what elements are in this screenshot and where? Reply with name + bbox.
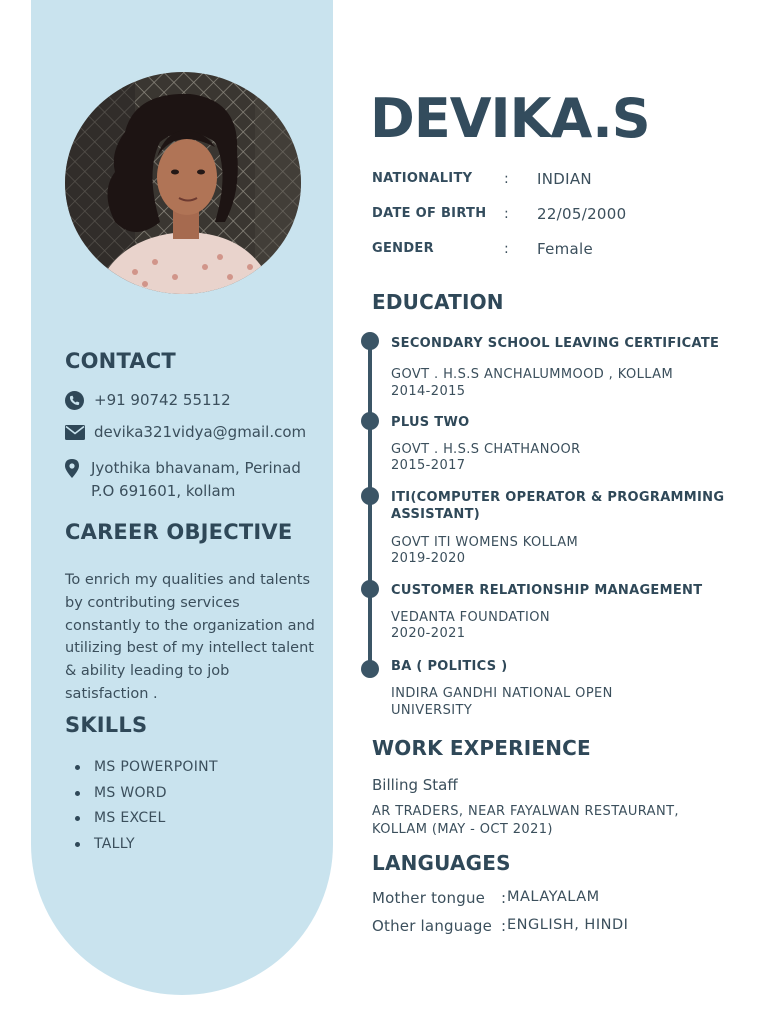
language-value: ENGLISH, HINDI — [507, 917, 629, 933]
info-separator: : — [504, 171, 509, 187]
info-row-nationality — [372, 168, 592, 190]
info-label: NATIONALITY — [372, 171, 473, 186]
contact-phone-row — [65, 389, 231, 412]
info-row-date-of-birth — [372, 203, 626, 225]
timeline-dot — [361, 580, 379, 598]
education-years: 2019-2020 — [391, 551, 466, 566]
candidate-name: DEVIKA.S — [370, 87, 650, 150]
education-institution: GOVT ITI WOMENS KOLLAM — [391, 535, 579, 550]
skill-item: MS EXCEL — [75, 806, 218, 832]
language-row-other — [372, 917, 628, 935]
education-institution: GOVT . H.S.S CHATHANOOR — [391, 442, 581, 457]
skill-item: MS WORD — [75, 781, 218, 807]
info-value: 22/05/2000 — [537, 205, 627, 223]
skill-item: TALLY — [75, 832, 218, 858]
education-title: PLUS TWO — [391, 415, 470, 430]
contact-email: devika321vidya@gmail.com — [94, 423, 307, 441]
timeline-dot — [361, 332, 379, 350]
education-title: BA ( POLITICS ) — [391, 659, 508, 674]
language-separator: : — [501, 917, 507, 935]
skills-heading: SKILLS — [65, 713, 148, 737]
info-label: DATE OF BIRTH — [372, 206, 487, 221]
contact-email-row — [65, 421, 306, 444]
timeline-dot — [361, 487, 379, 505]
info-value: INDIAN — [537, 170, 592, 188]
phone-icon — [65, 389, 85, 412]
education-institution: INDIRA GANDHI NATIONAL OPEN UNIVERSITY — [391, 686, 613, 718]
contact-address-line1: Jyothika bhavanam, Perinad — [91, 459, 301, 477]
contact-heading: CONTACT — [65, 349, 176, 373]
languages-heading: LANGUAGES — [372, 851, 511, 875]
info-row-gender — [372, 238, 593, 260]
work-detail: AR TRADERS, NEAR FAYALWAN RESTAURANT, KOLLAM (MAY - OCT 2021) — [372, 804, 679, 837]
education-institution: GOVT . H.S.S ANCHALUMMOOD , KOLLAM — [391, 367, 674, 382]
career-objective-heading: CAREER OBJECTIVE — [65, 520, 293, 544]
education-years: 2014-2015 — [391, 384, 466, 399]
contact-address-row — [65, 457, 301, 503]
education-heading: EDUCATION — [372, 290, 504, 314]
profile-photo — [65, 72, 301, 294]
education-timeline — [368, 340, 372, 670]
location-pin-icon — [65, 457, 82, 480]
email-icon — [65, 421, 85, 444]
timeline-dot — [361, 660, 379, 678]
language-row-mother-tongue — [372, 889, 600, 907]
info-separator: : — [504, 206, 509, 222]
language-separator: : — [501, 889, 507, 907]
info-value: Female — [537, 240, 594, 258]
education-title: CUSTOMER RELATIONSHIP MANAGEMENT — [391, 583, 703, 598]
education-title: SECONDARY SCHOOL LEAVING CERTIFICATE — [391, 336, 720, 351]
education-title: ITI(COMPUTER OPERATOR & PROGRAMMING ASSISTANT) — [391, 490, 725, 522]
education-years: 2015-2017 — [391, 458, 466, 473]
info-separator: : — [504, 241, 509, 257]
work-role: Billing Staff — [372, 776, 458, 794]
language-label: Other language — [372, 917, 492, 935]
career-objective-text: To enrich my qualities and talents by contributing services constantly to the organization and utilizing best of my intellect talent & ability leading to job satisfaction . — [65, 572, 315, 702]
language-value: MALAYALAM — [507, 889, 600, 905]
education-years: 2020-2021 — [391, 626, 466, 641]
education-institution: VEDANTA FOUNDATION — [391, 610, 551, 625]
work-experience-heading: WORK EXPERIENCE — [372, 736, 591, 760]
info-label: GENDER — [372, 241, 434, 256]
language-label: Mother tongue — [372, 889, 486, 907]
skills-list — [75, 755, 218, 858]
contact-address-line2: P.O 691601, kollam — [91, 482, 236, 500]
skill-item: MS POWERPOINT — [75, 755, 218, 781]
contact-phone: +91 90742 55112 — [94, 391, 231, 409]
timeline-dot — [361, 412, 379, 430]
